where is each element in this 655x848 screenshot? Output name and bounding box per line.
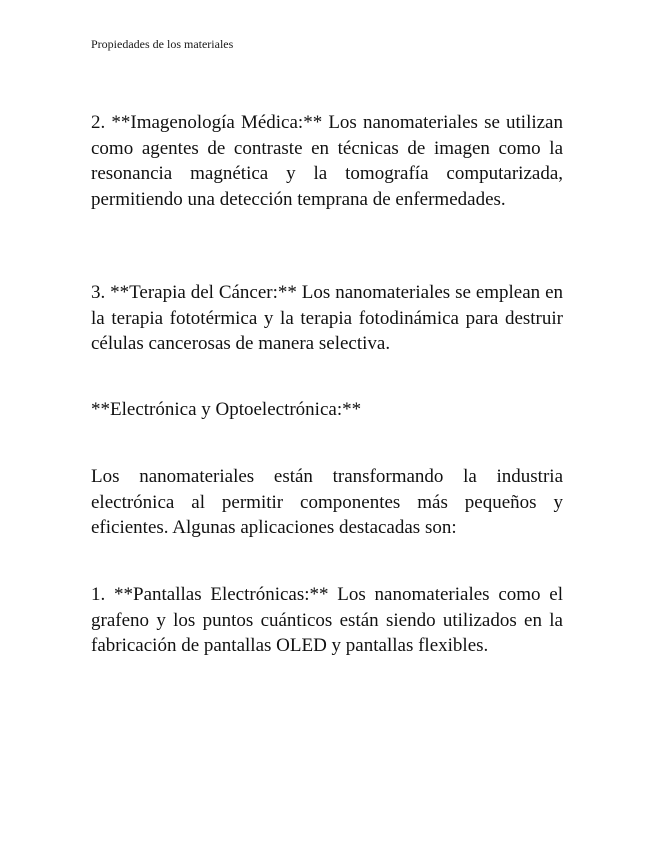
paragraph-terapia-cancer: 3. **Terapia del Cáncer:** Los nanomateriales se emplean en la terapia fototérmica y la terapia fotodinámica para destruir células cancerosas de manera selectiva. <box>91 282 563 354</box>
section-heading-electronica: **Electrónica y Optoelectrónica:** <box>91 399 362 420</box>
paragraph-pantallas-electronicas: 1. **Pantallas Electrónicas:** Los nanomateriales como el grafeno y los puntos cuánticos están siendo utilizados en la fabricación de pantallas OLED y pantallas flexibles. <box>91 584 563 656</box>
paragraph-imagenologia-medica: 2. **Imagenología Médica:** Los nanomateriales se utilizan como agentes de contraste en técnicas de imagen como la resonancia magnética y la tomografía computarizada, permitiendo una detección temprana de enfermedades. <box>91 112 563 210</box>
running-header: Propiedades de los materiales <box>91 37 234 51</box>
paragraph-electronica-intro: Los nanomateriales están transformando la industria electrónica al permitir componentes más pequeños y eficientes. Algunas aplicaciones destacadas son: <box>91 466 563 538</box>
